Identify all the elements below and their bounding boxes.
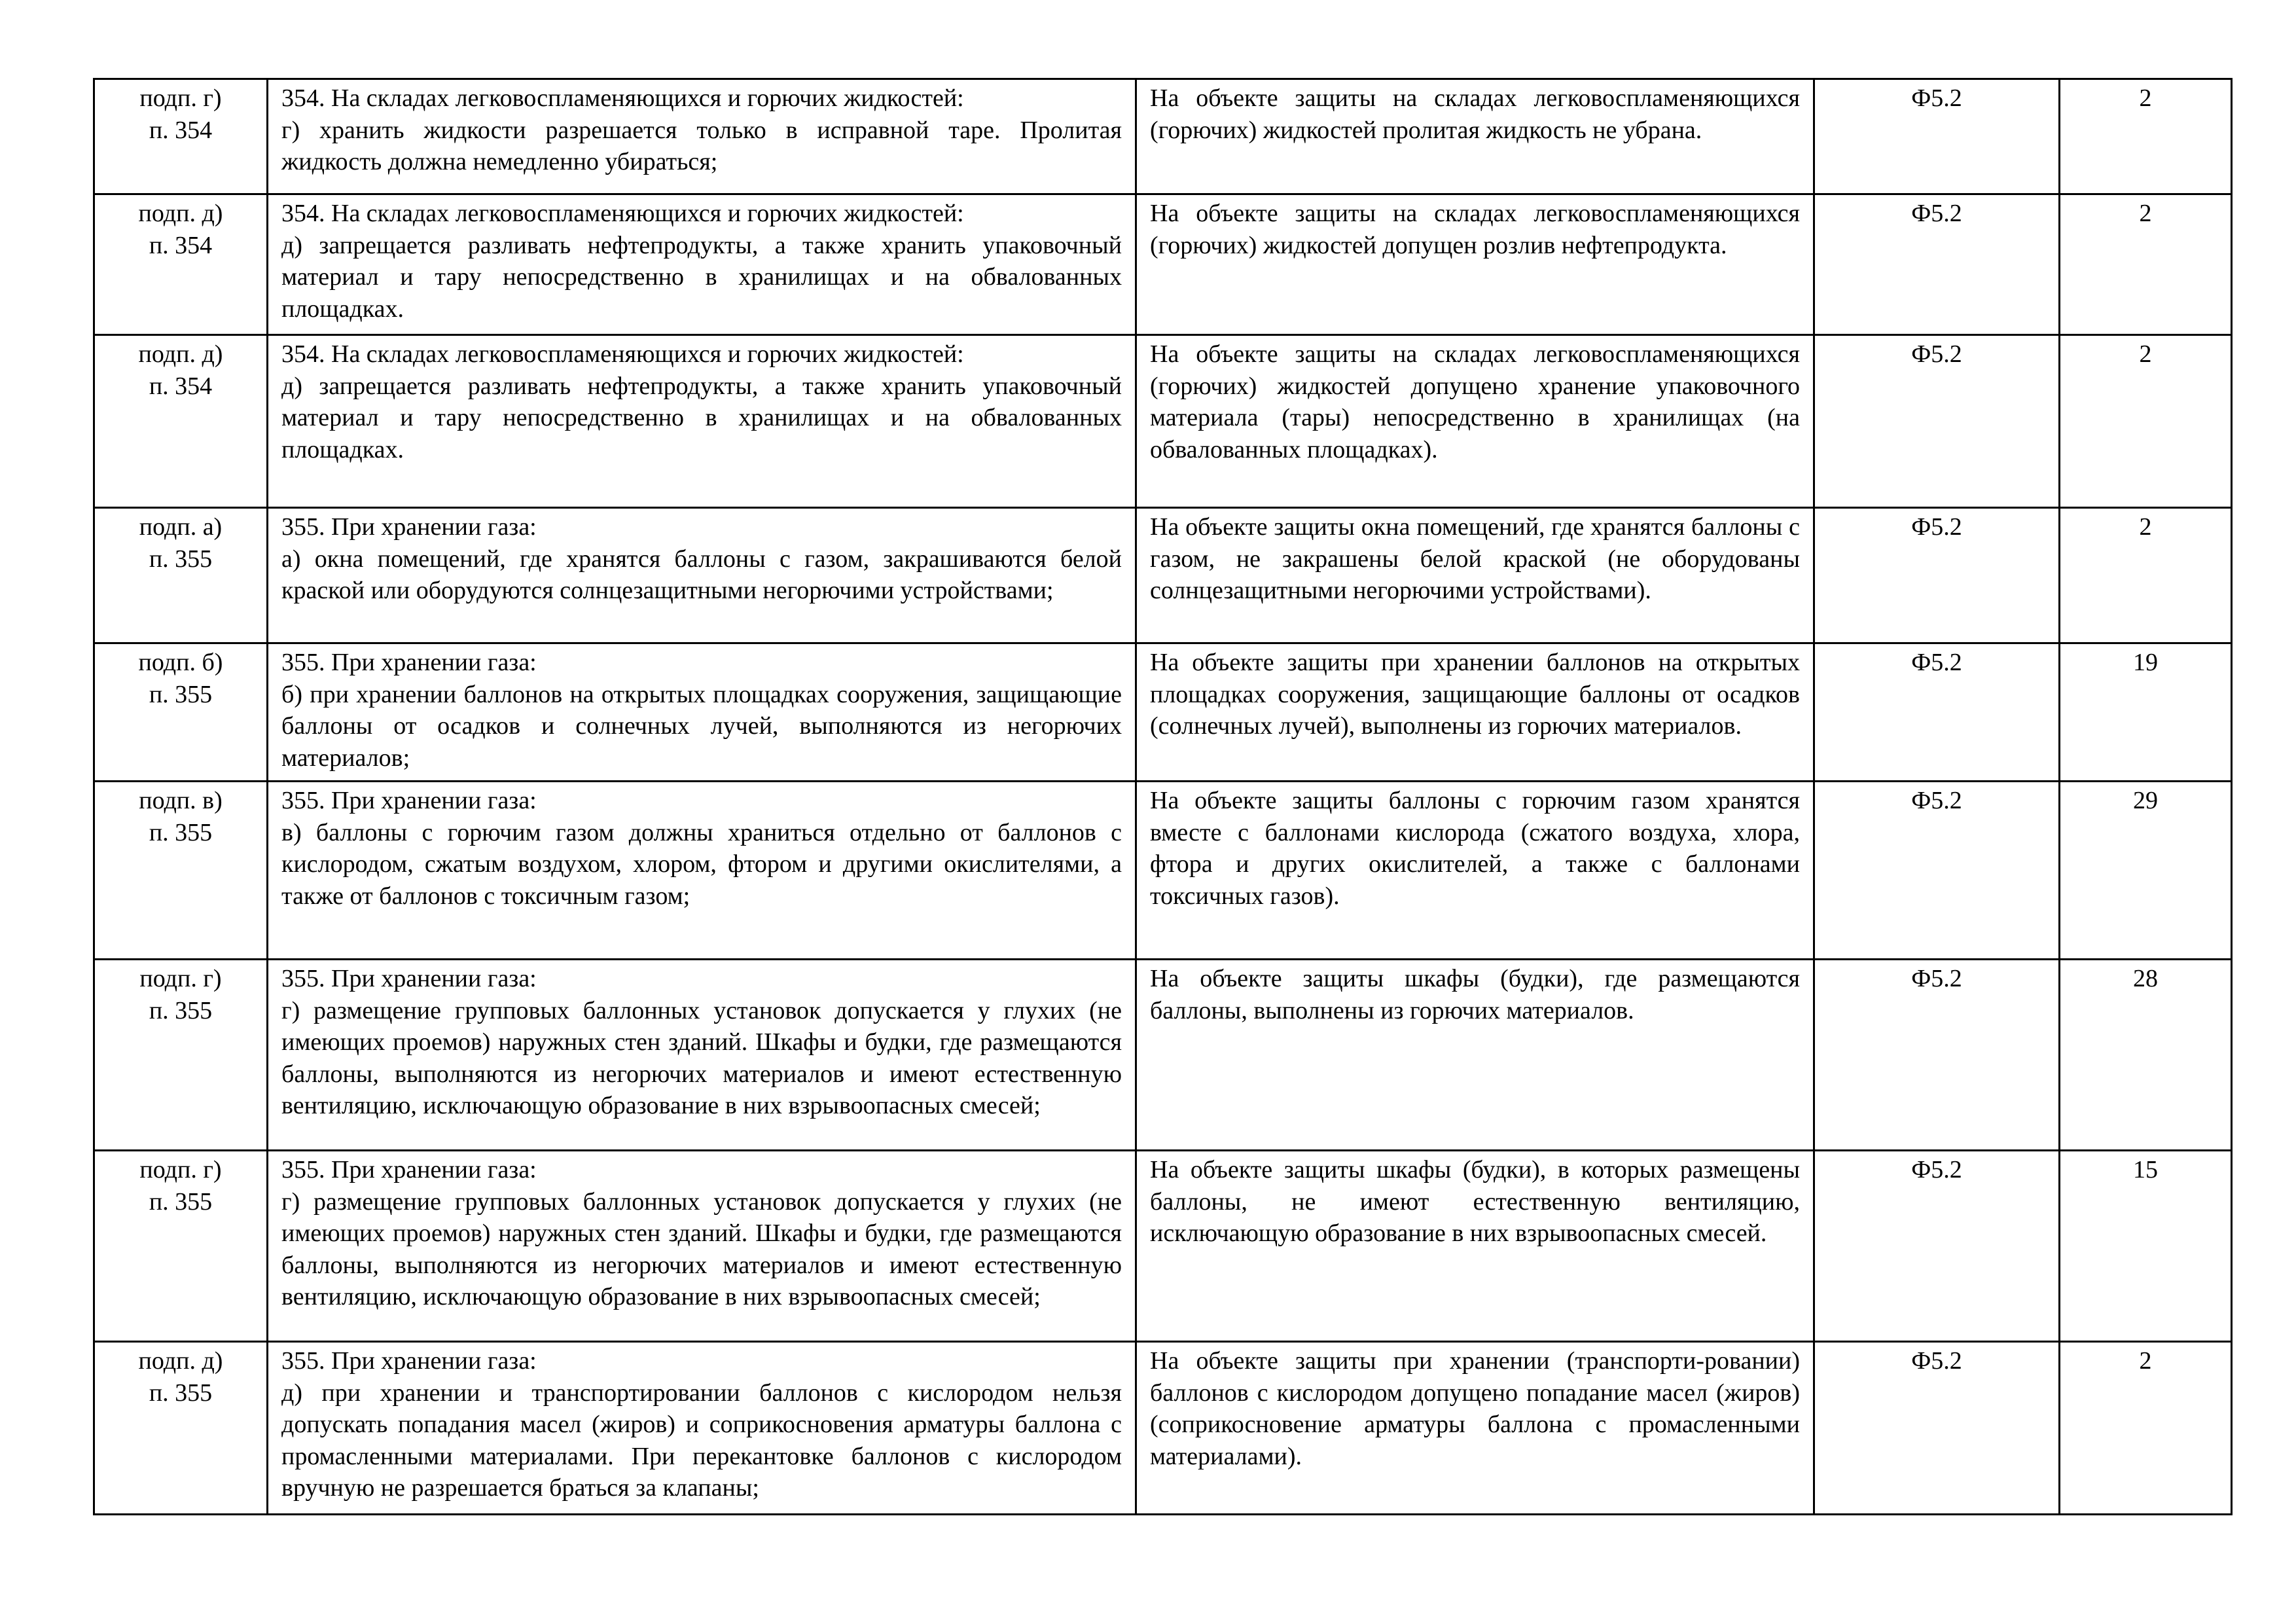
count-cell (2060, 194, 2232, 335)
subclause-ref: подп. г) (139, 84, 222, 112)
subclause-ref: подп. б) (138, 649, 223, 676)
class-cell (1814, 960, 2060, 1151)
violation-cell (1136, 1151, 1814, 1342)
hazard-class: Ф5.2 (1911, 1347, 1962, 1375)
class-cell (1814, 508, 2060, 643)
hazard-class: Ф5.2 (1911, 200, 1962, 227)
violation-cell (1136, 782, 1814, 960)
table-row (94, 1342, 2232, 1515)
count-cell (2060, 1342, 2232, 1515)
requirement-cell (268, 79, 1136, 194)
hazard-class: Ф5.2 (1911, 84, 1962, 112)
table-row (94, 79, 2232, 194)
count-cell (2060, 643, 2232, 782)
requirement-heading: 355. При хранении газа: (281, 513, 537, 541)
hazard-class: Ф5.2 (1911, 965, 1962, 992)
violation-cell (1136, 508, 1814, 643)
table-row (94, 960, 2232, 1151)
requirement-cell (268, 960, 1136, 1151)
table-row (94, 508, 2232, 643)
clause-ref: п. 355 (149, 818, 213, 846)
violation-text: На объекте защиты на складах легковоспламеняющихся (горючих) жидкостей пролитая жидкость не убрана. (1150, 84, 1800, 144)
violation-cell (1136, 643, 1814, 782)
requirement-text: г) размещение групповых баллонных установок допускается у глухих (не имеющих проемов) наружных стен зданий. Шкафы и будки, где размещаются баллоны, выполняются из негорючих материалов и имеют естественную вентиляцию, исключающую образование в них взрывоопасных смесей; (281, 1187, 1122, 1310)
class-cell (1814, 194, 2060, 335)
violation-cell (1136, 194, 1814, 335)
rule-reference-cell (94, 1151, 268, 1342)
requirement-cell (268, 1151, 1136, 1342)
rule-reference-cell (94, 79, 268, 194)
table-row (94, 782, 2232, 960)
requirement-text: а) окна помещений, где хранятся баллоны с газом, закрашиваются белой краской или оборудуются солнцезащитными негорючими устройствами; (281, 545, 1122, 604)
requirement-heading: 355. При хранении газа: (281, 1156, 537, 1183)
class-cell (1814, 79, 2060, 194)
violation-cell (1136, 335, 1814, 508)
violation-count: 15 (2133, 1156, 2158, 1183)
requirement-cell (268, 335, 1136, 508)
clause-ref: п. 354 (149, 116, 213, 144)
hazard-class: Ф5.2 (1911, 649, 1962, 676)
requirement-text: д) запрещается разливать нефтепродукты, а также хранить упаковочный материал и тару непосредственно в хранилищах и на обвалованных площадках. (281, 231, 1122, 323)
count-cell (2060, 508, 2232, 643)
subclause-ref: подп. д) (138, 1347, 223, 1375)
requirement-text: г) хранить жидкости разрешается только в исправной таре. Пролитая жидкость должна немедленно убираться; (281, 116, 1122, 175)
count-cell (2060, 335, 2232, 508)
subclause-ref: подп. г) (139, 965, 222, 992)
violation-cell (1136, 1342, 1814, 1515)
count-cell (2060, 782, 2232, 960)
requirement-heading: 355. При хранении газа: (281, 965, 537, 992)
violation-count: 28 (2133, 965, 2158, 992)
requirement-text: б) при хранении баллонов на открытых площадках сооружения, защищающие баллоны от осадков и солнечных лучей, выполняются из негорючих материалов; (281, 680, 1122, 772)
rule-reference-cell (94, 194, 268, 335)
violation-text: На объекте защиты шкафы (будки), в которых размещены баллоны, не имеют естественную вентиляцию, исключающую образование в них взрывоопасных смесей. (1150, 1156, 1800, 1247)
class-cell (1814, 335, 2060, 508)
subclause-ref: подп. д) (138, 200, 223, 227)
violation-count: 2 (2139, 200, 2152, 227)
requirement-cell (268, 643, 1136, 782)
violation-text: На объекте защиты при хранении баллонов на открытых площадках сооружения, защищающие баллоны от осадков (солнечных лучей), выполнены из горючих материалов. (1150, 649, 1800, 740)
violation-text: На объекте защиты шкафы (будки), где размещаются баллоны, выполнены из горючих материалов. (1150, 965, 1800, 1024)
rule-reference-cell (94, 782, 268, 960)
requirement-cell (268, 1342, 1136, 1515)
rule-reference-cell (94, 960, 268, 1151)
violation-text: На объекте защиты при хранении (транспорти-ровании) баллонов с кислородом допущено попадание масел (жиров) (соприкосновение арматуры баллона с промасленными материалами). (1150, 1347, 1800, 1470)
requirement-heading: 355. При хранении газа: (281, 787, 537, 814)
requirement-heading: 354. На складах легковоспламеняющихся и горючих жидкостей: (281, 200, 964, 227)
class-cell (1814, 1151, 2060, 1342)
violation-count: 2 (2139, 340, 2152, 368)
clause-ref: п. 355 (149, 545, 213, 573)
subclause-ref: подп. г) (139, 1156, 222, 1183)
requirement-text: д) при хранении и транспортировании баллонов с кислородом нельзя допускать попадания масел (жиров) и соприкосновения арматуры баллона с промасленными материалами. При перекантовке баллонов с кислородом вручную не разрешается браться за клапаны; (281, 1379, 1122, 1502)
clause-ref: п. 354 (149, 372, 213, 400)
clause-ref: п. 354 (149, 231, 213, 259)
requirement-text: д) запрещается разливать нефтепродукты, а также хранить упаковочный материал и тару непосредственно в хранилищах и на обвалованных площадках. (281, 372, 1122, 463)
requirement-heading: 355. При хранении газа: (281, 1347, 537, 1375)
rule-reference-cell (94, 1342, 268, 1515)
violation-cell (1136, 960, 1814, 1151)
hazard-class: Ф5.2 (1911, 340, 1962, 368)
rule-reference-cell (94, 335, 268, 508)
requirement-cell (268, 194, 1136, 335)
count-cell (2060, 1151, 2232, 1342)
table-row (94, 335, 2232, 508)
subclause-ref: подп. д) (138, 340, 223, 368)
violation-text: На объекте защиты баллоны с горючим газом хранятся вместе с баллонами кислорода (сжатого воздуха, хлора, фтора и других окислителей, а также с баллонами токсичных газов). (1150, 787, 1800, 910)
hazard-class: Ф5.2 (1911, 1156, 1962, 1183)
requirement-cell (268, 508, 1136, 643)
table-row (94, 643, 2232, 782)
class-cell (1814, 1342, 2060, 1515)
rule-reference-cell (94, 643, 268, 782)
subclause-ref: подп. в) (139, 787, 223, 814)
violation-cell (1136, 79, 1814, 194)
requirement-cell (268, 782, 1136, 960)
requirement-heading: 354. На складах легковоспламеняющихся и горючих жидкостей: (281, 84, 964, 112)
violations-table (93, 78, 2233, 1515)
violation-count: 2 (2139, 1347, 2152, 1375)
violation-count: 2 (2139, 513, 2152, 541)
subclause-ref: подп. а) (139, 513, 223, 541)
requirement-text: г) размещение групповых баллонных установок допускается у глухих (не имеющих проемов) наружных стен зданий. Шкафы и будки, где размещаются баллоны, выполняются из негорючих материалов и имеют естественную вентиляцию, исключающую образование в них взрывоопасных смесей; (281, 996, 1122, 1119)
hazard-class: Ф5.2 (1911, 513, 1962, 541)
hazard-class: Ф5.2 (1911, 787, 1962, 814)
table-row (94, 1151, 2232, 1342)
requirement-heading: 355. При хранении газа: (281, 649, 537, 676)
violation-text: На объекте защиты на складах легковоспламеняющихся (горючих) жидкостей допущено хранение упаковочного материала (тары) непосредственно в хранилищах (на обвалованных площадках). (1150, 340, 1800, 463)
clause-ref: п. 355 (149, 1379, 213, 1407)
violation-text: На объекте защиты на складах легковоспламеняющихся (горючих) жидкостей допущен розлив нефтепродукта. (1150, 200, 1800, 259)
requirement-heading: 354. На складах легковоспламеняющихся и горючих жидкостей: (281, 340, 964, 368)
clause-ref: п. 355 (149, 680, 213, 708)
violation-count: 29 (2133, 787, 2158, 814)
violation-count: 19 (2133, 649, 2158, 676)
clause-ref: п. 355 (149, 1187, 213, 1216)
class-cell (1814, 782, 2060, 960)
count-cell (2060, 79, 2232, 194)
table-row (94, 194, 2232, 335)
class-cell (1814, 643, 2060, 782)
count-cell (2060, 960, 2232, 1151)
violation-count: 2 (2139, 84, 2152, 112)
requirement-text: в) баллоны с горючим газом должны храниться отдельно от баллонов с кислородом, сжатым воздухом, хлором, фтором и другими окислителями, а также от баллонов с токсичным газом; (281, 818, 1122, 910)
violation-text: На объекте защиты окна помещений, где хранятся баллоны с газом, не закрашены белой краской (не оборудованы солнцезащитными негорючими устройствами). (1150, 513, 1800, 604)
rule-reference-cell (94, 508, 268, 643)
clause-ref: п. 355 (149, 996, 213, 1024)
